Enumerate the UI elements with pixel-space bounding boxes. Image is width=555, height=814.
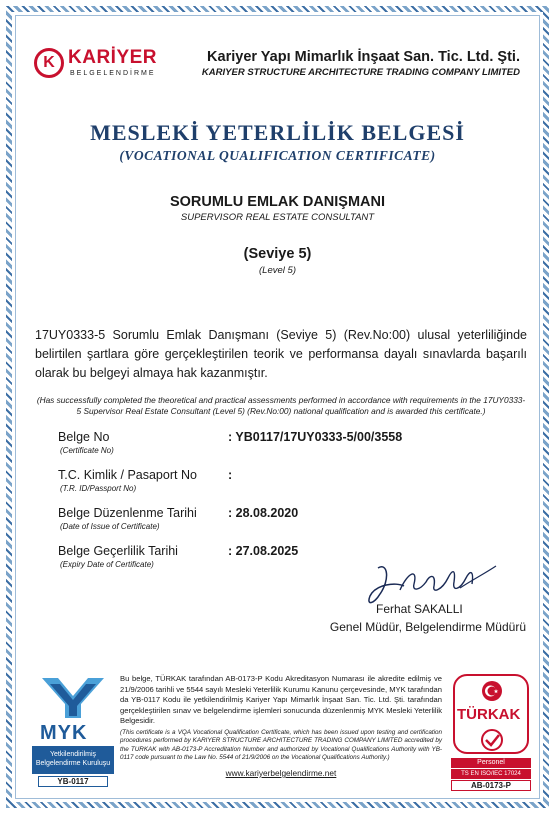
notice-turkish: Bu belge, TÜRKAK tarafından AB-0173-P Kodu Akreditasyon Numarası ile akredite edilmiş ve 21/9/2006 tarihli ve 5544 sayılı Mesleki Yeterlilik Kurumu Kanunu çerçevesinde, MYK tarafından da YB-0117 Kodu ile yetkilendirilmiş Kariyer Yapı Mimarlık İnşaat San. Tic. Ltd. Şti. tarafından gerçekleştirilen sınav ve belgelendirme işlemleri sonucunda düzenlenmiş MYK Mesleki Yeterlilik Belgesidir. (120, 674, 442, 725)
website-link[interactable]: www.kariyerbelgelendirme.net (225, 768, 337, 778)
turkak-standard: TS EN ISO/IEC 17024 (451, 769, 531, 779)
notice-english: (This certificate is a VQA Vocational Qualification Certificate, which has been issued upon testing and certification procedures performed by KARIYER STRUCTURE ARCHITECTURE TRADING COMPANY LIMITED accredited by the TURKAK with AB-0173-P Accreditation Number and authorized by Vocational Qualifications Authority with YB-0117 code pursuant to the Law No. 5544 of 21/9/2006 on the Vocational Qualifications Authority.) (120, 729, 442, 761)
turkak-code: AB-0173-P (451, 780, 531, 791)
qualification-name: SORUMLU EMLAK DANIŞMANI (169, 194, 386, 210)
signer-title: Genel Müdür, Belgelendirme Müdürü (329, 620, 526, 634)
field-issue-date (58, 506, 518, 544)
myk-band-text: Yetkilendirilmiş Belgelendirme Kuruluşu (32, 746, 114, 774)
field-label: Belge Düzenlenme Tarihi (58, 506, 197, 520)
turkak-text: TÜRKAK (457, 706, 521, 723)
statement-turkish: 17UY0333-5 Sorumlu Emlak Danışmanı (Seviye 5) (Rev.No:00) ulusal yeterliliğinde belirtilen şartlara göre gerçekleştirilen teorik ve performansa dayalı sınavlarda başarılı olarak bu belgeyi almaya hak kazanmıştır. (35, 328, 527, 380)
field-label-english: (T.R. ID/Passport No) (60, 484, 137, 493)
turkak-personel: Personel (451, 758, 531, 768)
field-label: T.C. Kimlik / Pasaport No (58, 468, 197, 482)
field-value: : 27.08.2025 (228, 544, 299, 558)
qualification-level: (Seviye 5) (243, 246, 312, 262)
field-certificate-no (58, 430, 518, 468)
logo-name: KARİYER (68, 47, 158, 68)
company-name: Kariyer Yapı Mimarlık İnşaat San. Tic. Ltd. Şti. (207, 49, 520, 65)
signer-name: Ferhat SAKALLI (376, 602, 463, 616)
qualification-name-english: SUPERVISOR REAL ESTATE CONSULTANT (180, 212, 375, 223)
field-value: : YB0117/17UY0333-5/00/3558 (228, 430, 403, 444)
field-label-english: (Certificate No) (60, 446, 114, 455)
myk-code: YB-0117 (38, 776, 108, 787)
kariyer-logo (34, 44, 184, 84)
certificate-title: MESLEKİ YETERLİLİK BELGESİ (90, 120, 465, 145)
turkak-logo (451, 674, 531, 792)
qualification-level-english: (Level 5) (259, 265, 296, 276)
field-label-english: (Expiry Date of Certificate) (60, 560, 154, 569)
field-value: : (228, 468, 233, 482)
field-id-passport (58, 468, 518, 506)
statement-english: (Has successfully completed the theoretical and practical assessments performed in accordance with requirements in the 17UY0333-5 Supervisor Real Estate Consultant (Level 5) (Rev.No:00) national qualification and is awarded this certificate.) (36, 395, 526, 416)
crescent-star-icon (481, 680, 503, 702)
certificate-title-english: (VOCATIONAL QUALIFICATION CERTIFICATE) (119, 148, 436, 163)
logo-subtitle: BELGELENDİRME (70, 70, 156, 77)
checkmark-icon (477, 728, 507, 752)
field-label: Belge No (58, 430, 110, 444)
company-name-english: KARIYER STRUCTURE ARCHITECTURE TRADING COMPANY LIMITED (201, 67, 520, 78)
field-value: : 28.08.2020 (228, 506, 299, 520)
field-label-english: (Date of Issue of Certificate) (60, 522, 160, 531)
field-label: Belge Geçerlilik Tarihi (58, 544, 178, 558)
company-block (190, 49, 520, 78)
myk-logo (32, 674, 114, 786)
myk-text: MYK (40, 722, 88, 744)
kariyer-k-icon: K (34, 48, 64, 78)
